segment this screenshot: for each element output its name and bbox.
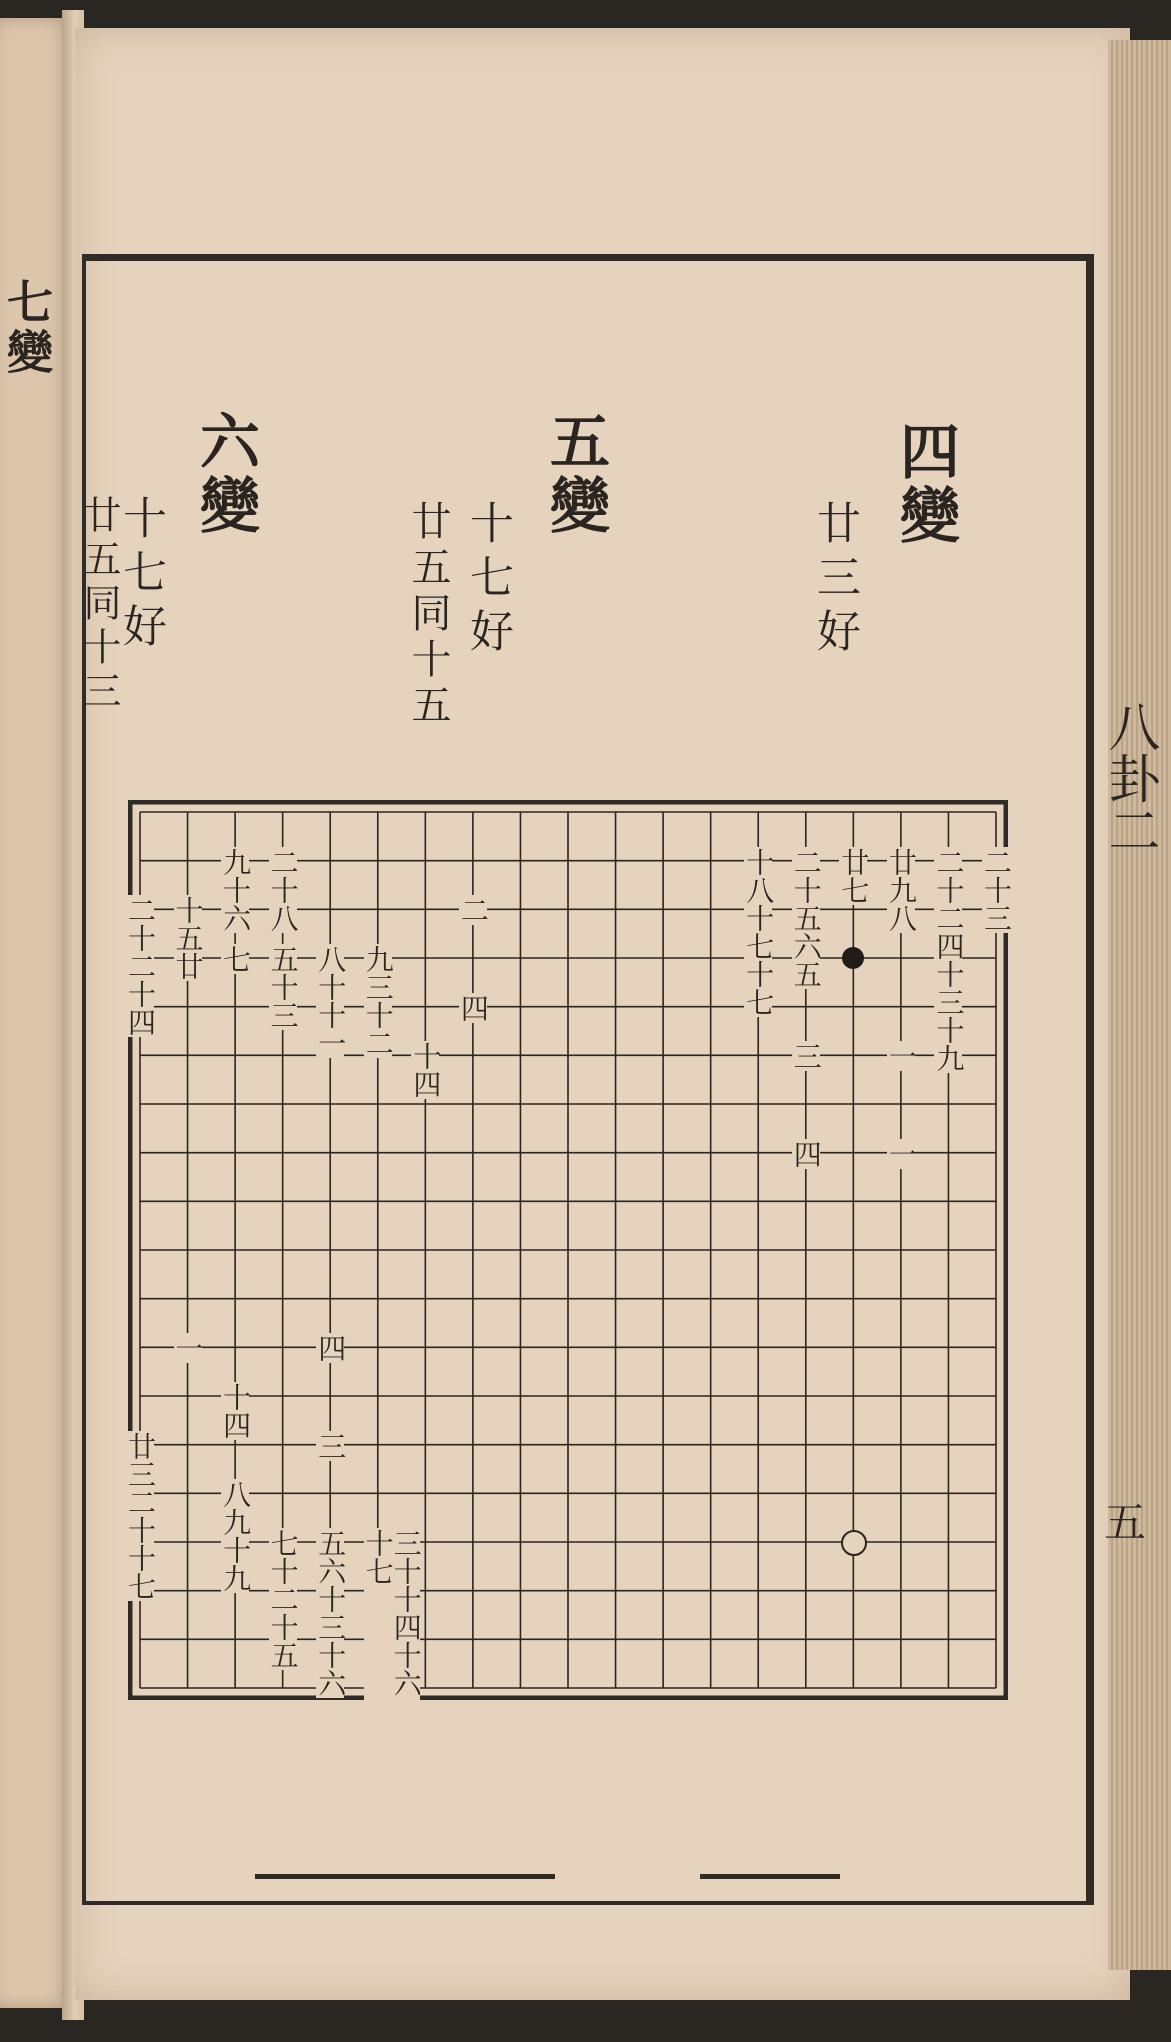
move-annotation: 一: [884, 1139, 918, 1168]
move-annotation: 九三十二: [361, 945, 395, 1057]
variation-4-title: 四變: [890, 420, 960, 548]
move-annotation: 三十十四十六十七: [364, 1528, 420, 1700]
move-annotation: 九十六: [219, 847, 253, 932]
move-annotation: 七十二十五: [266, 1529, 300, 1669]
page-edges: [1108, 40, 1171, 1970]
variation-6-note-2: 廿五同十三: [77, 495, 121, 715]
move-annotation: 二十二四十三十九: [932, 847, 966, 1072]
move-annotation: 七: [219, 945, 253, 973]
move-annotation: 八九十九: [219, 1480, 253, 1593]
move-annotation: 五六十三十六: [314, 1529, 348, 1697]
folio-page-number: 五: [1098, 1500, 1147, 1542]
move-annotation: 一: [171, 1334, 205, 1363]
variation-5-title: 五變: [540, 410, 610, 538]
move-annotation: 十五廿: [171, 896, 205, 981]
move-annotation: 十八十七十七: [742, 847, 776, 1016]
move-annotation: 五十三: [266, 945, 300, 1029]
folio-column-frame: [1086, 254, 1090, 1902]
variation-5-note-2: 廿五同十五: [405, 500, 451, 730]
move-annotation: 十四: [219, 1383, 253, 1439]
folio-chapter: 八卦二: [1099, 700, 1159, 856]
move-annotation: 四: [456, 993, 490, 1022]
bottom-rule-left: [255, 1874, 555, 1879]
left-page-title: 七變: [0, 278, 54, 378]
move-annotation: 二十五六五: [789, 847, 823, 988]
move-annotation: 二十八: [266, 847, 300, 932]
move-annotation: 二十二十四: [124, 896, 157, 1037]
move-annotation: 二十三: [980, 847, 1013, 932]
move-annotation: 廿七: [837, 847, 871, 904]
move-annotation: 廿三二十十七: [124, 1431, 157, 1600]
variation-6-note-1: 十七好: [115, 495, 166, 657]
bottom-rule-right: [700, 1874, 840, 1879]
move-annotation: 三: [789, 1042, 823, 1071]
variation-6-title: 六變: [190, 410, 260, 538]
go-board-grid: [124, 800, 1013, 1700]
move-annotation: 四: [314, 1334, 348, 1363]
variation-5-note-1: 十七好: [462, 500, 513, 662]
move-annotation: 一: [884, 1042, 918, 1071]
move-annotation: 八十十一: [314, 945, 348, 1057]
move-annotation: 三: [314, 1431, 348, 1460]
go-board-diagram: [124, 800, 1013, 1700]
move-annotation: 廿九八: [884, 847, 918, 932]
move-annotation: 十四: [409, 1042, 443, 1099]
variation-4-note: 廿三好: [809, 500, 860, 662]
move-annotation: 四: [789, 1139, 823, 1168]
move-annotation: 二: [456, 896, 490, 925]
